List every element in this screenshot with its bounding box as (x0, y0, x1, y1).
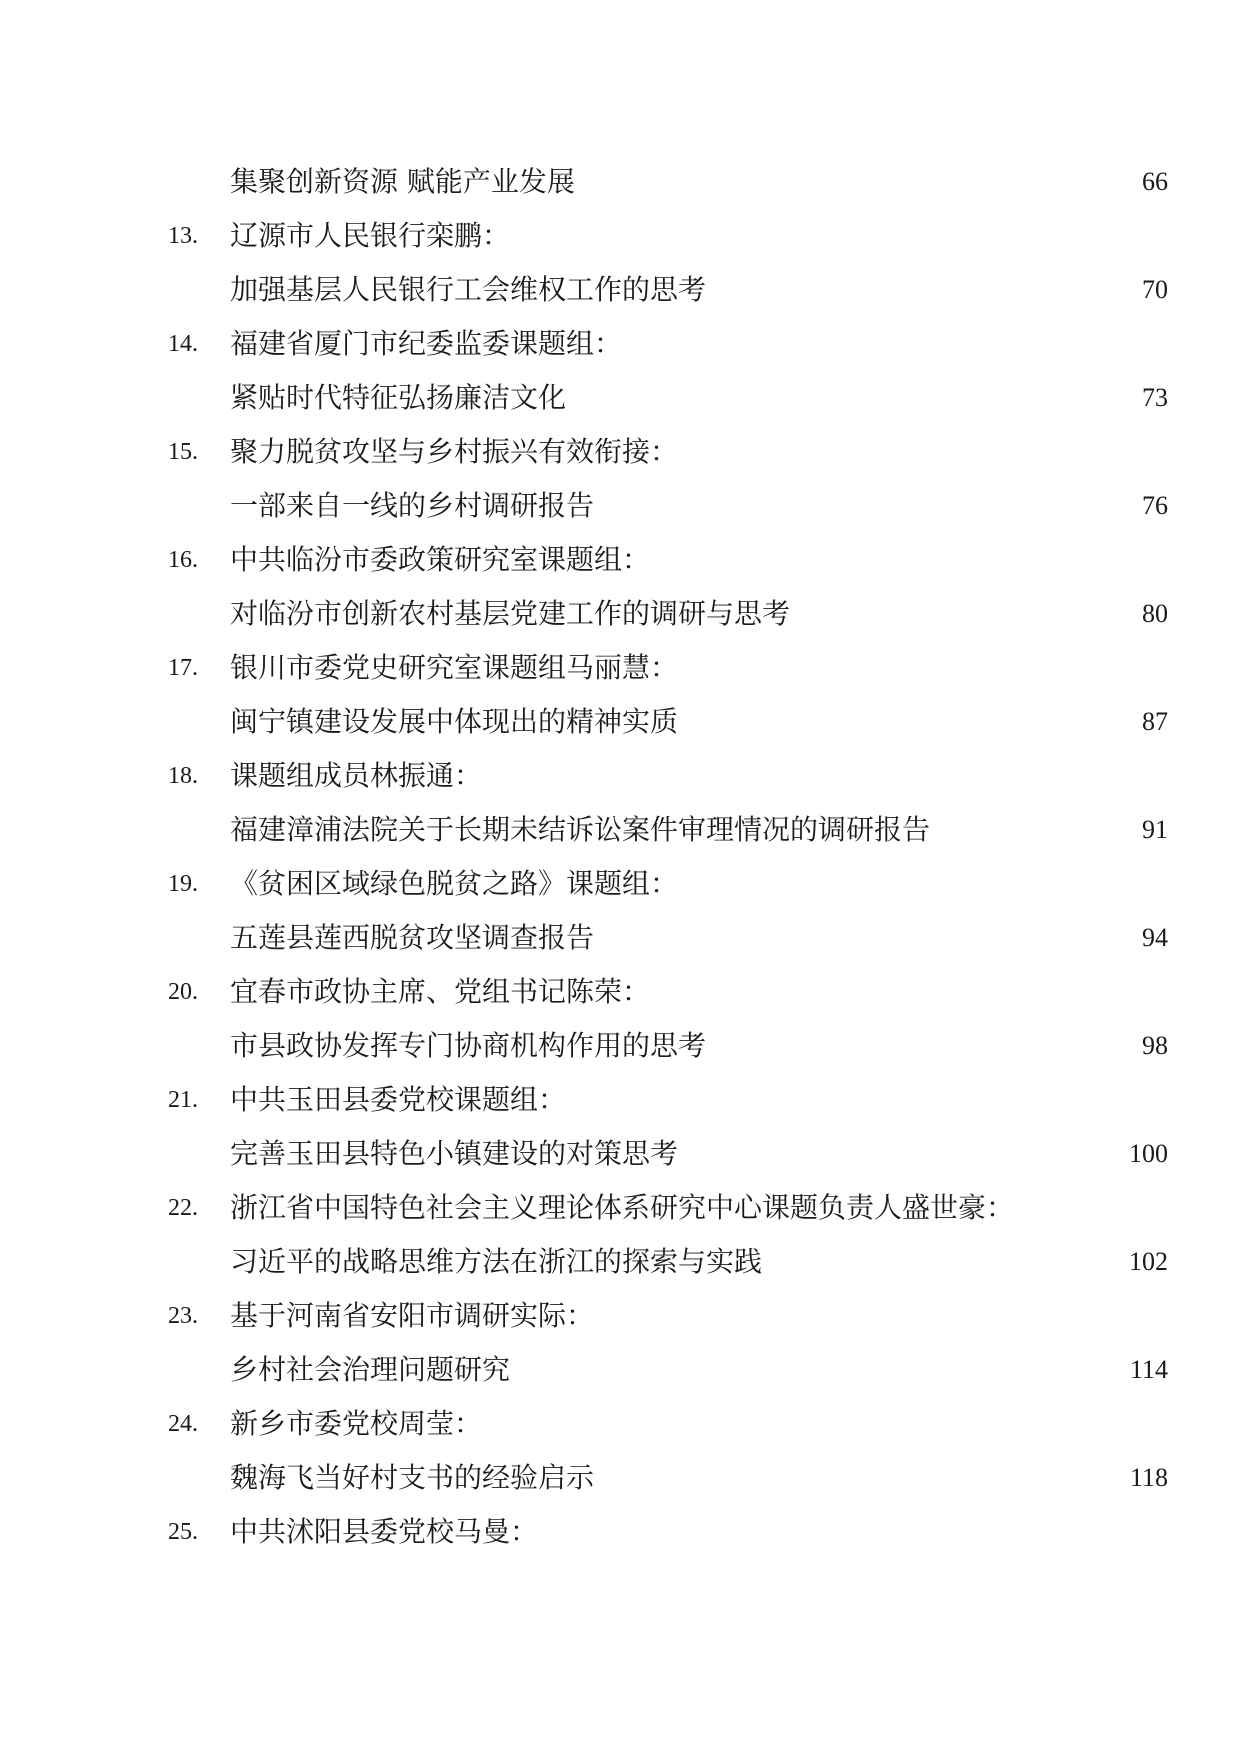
toc-entry-author-row (0, 1289, 1240, 1343)
toc-entry-title-row (0, 803, 1240, 857)
toc-entry-page: 102 (1129, 1247, 1168, 1276)
toc-entry-title-row (0, 1343, 1240, 1397)
toc-entry-number: 21. (168, 1087, 198, 1113)
toc-entry[interactable] (0, 209, 1240, 317)
toc-entry-page: 80 (1142, 599, 1168, 628)
toc-entry[interactable] (0, 533, 1240, 641)
toc-entry[interactable] (0, 1073, 1240, 1181)
toc-entry-page: 94 (1142, 923, 1168, 952)
toc-entry-title: 闽宁镇建设发展中体现出的精神实质 (230, 705, 679, 738)
toc-entry-author-row (0, 425, 1240, 479)
toc-entry[interactable] (0, 425, 1240, 533)
toc-entry-number: 19. (168, 871, 198, 897)
toc-entry-title-row (0, 911, 1240, 965)
toc-entry-number: 23. (168, 1303, 198, 1329)
toc-entry-title: 加强基层人民银行工会维权工作的思考 (230, 273, 707, 306)
toc-entry-author-row (0, 1505, 1240, 1559)
toc-entry-title: 对临汾市创新农村基层党建工作的调研与思考 (230, 597, 791, 630)
toc-entry-number: 14. (168, 331, 198, 357)
toc-entry-title: 福建漳浦法院关于长期未结诉讼案件审理情况的调研报告 (230, 813, 931, 846)
toc-entry[interactable] (0, 1505, 1240, 1613)
table-of-contents (0, 155, 1240, 1613)
toc-entry-page: 114 (1129, 1355, 1168, 1384)
toc-entry-author: 《贫困区域绿色脱贫之路》课题组： (230, 867, 679, 900)
toc-entry-title-row (0, 695, 1240, 749)
toc-entry-number: 16. (168, 547, 198, 573)
toc-entry-title: 五莲县莲西脱贫攻坚调查报告 (230, 921, 595, 954)
toc-entry-author-row (0, 209, 1240, 263)
toc-entry-number: 22. (168, 1195, 198, 1221)
toc-entry-author: 中共沭阳县委党校马曼： (230, 1515, 539, 1548)
toc-entry[interactable] (0, 857, 1240, 965)
toc-entry-title: 一部来自一线的乡村调研报告 (230, 489, 595, 522)
toc-entry[interactable] (0, 1289, 1240, 1397)
toc-entry-page: 87 (1142, 707, 1168, 736)
toc-entry-author: 银川市委党史研究室课题组马丽慧： (230, 651, 679, 684)
toc-entry-title-row (0, 1235, 1240, 1289)
toc-entry-title: 魏海飞当好村支书的经验启示 (230, 1461, 595, 1494)
toc-entry-page: 73 (1142, 383, 1168, 412)
toc-entry-page: 100 (1129, 1139, 1168, 1168)
toc-entry-number: 20. (168, 979, 198, 1005)
toc-entry-title-row (0, 587, 1240, 641)
toc-entry-list (0, 209, 1240, 1613)
toc-entry[interactable] (0, 965, 1240, 1073)
toc-entry-author-row (0, 641, 1240, 695)
toc-entry-title: 乡村社会治理问题研究 (230, 1353, 511, 1386)
toc-entry-author-row (0, 317, 1240, 371)
toc-entry-title: 市县政协发挥专门协商机构作用的思考 (230, 1029, 707, 1062)
toc-entry-author: 聚力脱贫攻坚与乡村振兴有效衔接： (230, 435, 679, 468)
toc-entry-title-row (0, 1127, 1240, 1181)
toc-entry-page: 118 (1129, 1463, 1168, 1492)
toc-entry-author-row (0, 965, 1240, 1019)
toc-entry-title-row (0, 263, 1240, 317)
toc-entry-title-row (0, 371, 1240, 425)
toc-entry-title: 完善玉田县特色小镇建设的对策思考 (230, 1137, 679, 1170)
toc-entry-author: 辽源市人民银行栾鹏： (230, 219, 511, 252)
toc-entry[interactable] (0, 749, 1240, 857)
toc-entry-author: 宜春市政协主席、党组书记陈荣： (230, 975, 651, 1008)
toc-entry-title-row (0, 479, 1240, 533)
toc-entry-title: 习近平的战略思维方法在浙江的探索与实践 (230, 1245, 763, 1278)
toc-entry-author-row (0, 749, 1240, 803)
toc-entry-author: 中共玉田县委党校课题组： (230, 1083, 567, 1116)
toc-continued-entry[interactable] (0, 155, 1240, 209)
toc-entry-author-row (0, 533, 1240, 587)
toc-entry[interactable] (0, 317, 1240, 425)
toc-entry-number: 18. (168, 763, 198, 789)
toc-entry-author: 新乡市委党校周莹： (230, 1407, 483, 1440)
toc-entry-page: 98 (1142, 1031, 1168, 1060)
toc-entry-page: 70 (1142, 275, 1168, 304)
toc-entry-author-row (0, 1397, 1240, 1451)
toc-entry-author: 中共临汾市委政策研究室课题组： (230, 543, 651, 576)
toc-entry-author-row (0, 857, 1240, 911)
toc-entry-title: 紧贴时代特征弘扬廉洁文化 (230, 381, 567, 414)
toc-entry-page: 66 (1142, 167, 1168, 196)
toc-entry-number: 17. (168, 655, 198, 681)
toc-entry[interactable] (0, 641, 1240, 749)
toc-entry-page: 76 (1142, 491, 1168, 520)
toc-entry-author-row (0, 1181, 1240, 1235)
toc-entry-author-row (0, 1073, 1240, 1127)
toc-entry-author: 福建省厦门市纪委监委课题组： (230, 327, 623, 360)
toc-entry-author: 基于河南省安阳市调研实际： (230, 1299, 595, 1332)
toc-entry-number: 13. (168, 223, 198, 249)
toc-entry-author: 浙江省中国特色社会主义理论体系研究中心课题负责人盛世豪： (230, 1191, 1015, 1224)
toc-entry-number: 25. (168, 1519, 198, 1545)
toc-entry-author: 课题组成员林振通： (230, 759, 483, 792)
toc-entry-title-row (0, 1451, 1240, 1505)
toc-entry-number: 24. (168, 1411, 198, 1437)
toc-entry[interactable] (0, 1181, 1240, 1289)
toc-entry-title: 集聚创新资源 赋能产业发展 (230, 165, 575, 198)
toc-entry-number: 15. (168, 439, 198, 465)
toc-entry[interactable] (0, 1397, 1240, 1505)
toc-entry-page: 91 (1142, 815, 1168, 844)
toc-entry-title-row (0, 1019, 1240, 1073)
